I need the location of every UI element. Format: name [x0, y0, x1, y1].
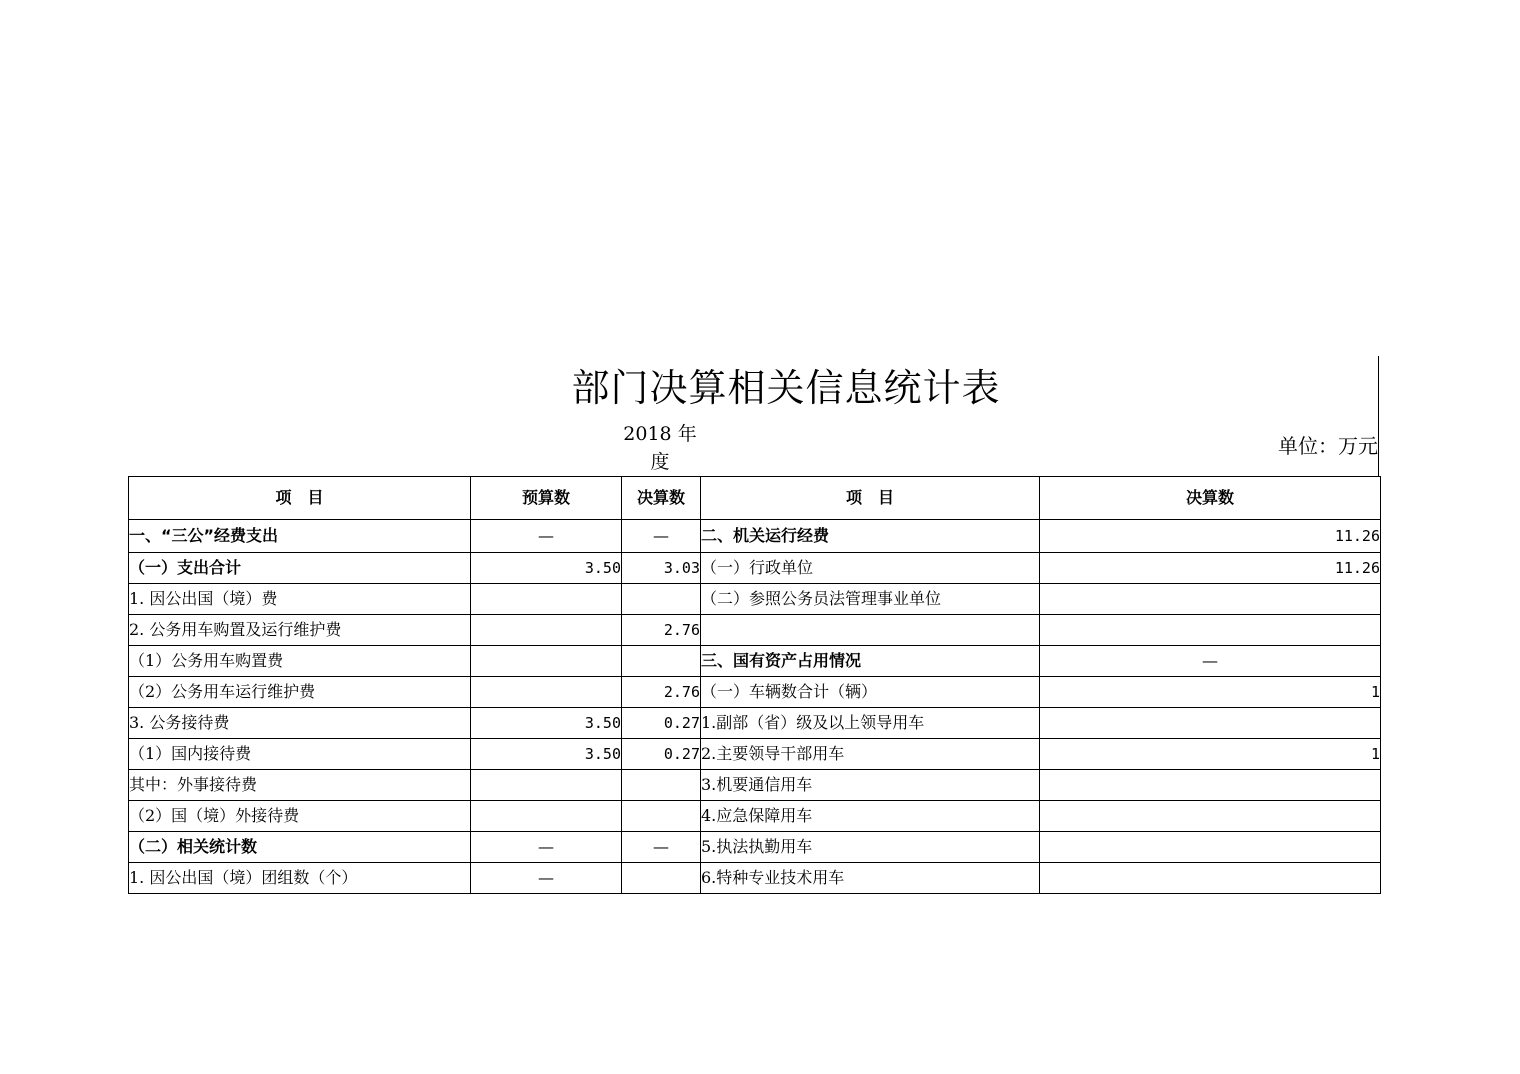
- row-budget: —: [471, 520, 622, 553]
- row-final-left: [622, 770, 701, 801]
- unit-label: 单位：万元: [1278, 434, 1378, 458]
- header-budget: 预算数: [471, 477, 622, 520]
- row-label-left: 一、“三公”经费支出: [129, 520, 471, 553]
- row-final-left: 2.76: [622, 615, 701, 646]
- table-row: [129, 553, 1381, 584]
- row-final-right: [1040, 615, 1381, 646]
- table-row: [129, 615, 1381, 646]
- row-budget: —: [471, 832, 622, 863]
- row-label-left: （1）公务用车购置费: [129, 646, 471, 677]
- row-label-right: （一）行政单位: [701, 553, 1040, 584]
- table-row: [129, 739, 1381, 770]
- row-budget: [471, 677, 622, 708]
- row-budget: [471, 646, 622, 677]
- row-final-right: 1: [1040, 739, 1381, 770]
- row-label-right: 1.副部（省）级及以上领导用车: [701, 708, 1040, 739]
- row-label-right: [701, 615, 1040, 646]
- row-label-right: （一）车辆数合计（辆）: [701, 677, 1040, 708]
- table-row: [129, 646, 1381, 677]
- row-label-left: 2. 公务用车购置及运行维护费: [129, 615, 471, 646]
- year-label-line-2: 度: [650, 451, 670, 473]
- row-final-right: [1040, 584, 1381, 615]
- row-label-right: 3.机要通信用车: [701, 770, 1040, 801]
- header-item-left: 项 目: [129, 477, 471, 520]
- row-budget: 3.50: [471, 553, 622, 584]
- row-label-left: （二）相关统计数: [129, 832, 471, 863]
- row-final-left: —: [622, 832, 701, 863]
- row-label-left: 其中：外事接待费: [129, 770, 471, 801]
- title-area-right-border: [1378, 356, 1379, 476]
- table-row: [129, 708, 1381, 739]
- row-label-right: 6.特种专业技术用车: [701, 863, 1040, 894]
- table-row: [129, 520, 1381, 553]
- table-row: [129, 770, 1381, 801]
- table-row: [129, 832, 1381, 863]
- row-label-left: 3. 公务接待费: [129, 708, 471, 739]
- row-final-right: 11.26: [1040, 553, 1381, 584]
- row-budget: 3.50: [471, 708, 622, 739]
- row-final-left: 2.76: [622, 677, 701, 708]
- row-budget: [471, 615, 622, 646]
- page-title: 部门决算相关信息统计表: [571, 366, 1001, 410]
- row-final-left: —: [622, 520, 701, 553]
- table-row: [129, 863, 1381, 894]
- table-header-row: [129, 477, 1381, 520]
- table-row: [129, 801, 1381, 832]
- row-budget: —: [471, 863, 622, 894]
- row-label-right: 2.主要领导干部用车: [701, 739, 1040, 770]
- row-label-right: 二、机关运行经费: [701, 520, 1040, 553]
- row-final-left: 0.27: [622, 708, 701, 739]
- row-label-left: （2）国（境）外接待费: [129, 801, 471, 832]
- row-label-left: （一）支出合计: [129, 553, 471, 584]
- table-row: [129, 677, 1381, 708]
- row-label-right: 三、国有资产占用情况: [701, 646, 1040, 677]
- header-final-right: 决算数: [1040, 477, 1381, 520]
- row-final-right: [1040, 832, 1381, 863]
- row-final-right: [1040, 863, 1381, 894]
- row-final-right: 1: [1040, 677, 1381, 708]
- year-label: [621, 420, 699, 476]
- row-final-left: [622, 801, 701, 832]
- row-final-left: 3.03: [622, 553, 701, 584]
- row-label-right: （二）参照公务员法管理事业单位: [701, 584, 1040, 615]
- header-item-right: 项 目: [701, 477, 1040, 520]
- row-final-left: [622, 584, 701, 615]
- row-budget: [471, 584, 622, 615]
- row-budget: [471, 770, 622, 801]
- row-final-right: [1040, 770, 1381, 801]
- year-label-line-1: 2018 年: [623, 423, 697, 445]
- row-label-right: 4.应急保障用车: [701, 801, 1040, 832]
- row-label-right: 5.执法执勤用车: [701, 832, 1040, 863]
- row-final-left: 0.27: [622, 739, 701, 770]
- row-final-right: —: [1040, 646, 1381, 677]
- row-budget: 3.50: [471, 739, 622, 770]
- row-final-left: [622, 863, 701, 894]
- row-final-right: [1040, 801, 1381, 832]
- row-final-left: [622, 646, 701, 677]
- row-final-right: 11.26: [1040, 520, 1381, 553]
- row-label-left: （2）公务用车运行维护费: [129, 677, 471, 708]
- row-final-right: [1040, 708, 1381, 739]
- row-label-left: 1. 因公出国（境）费: [129, 584, 471, 615]
- row-label-left: 1. 因公出国（境）团组数（个）: [129, 863, 471, 894]
- row-label-left: （1）国内接待费: [129, 739, 471, 770]
- row-budget: [471, 801, 622, 832]
- statistics-table: [128, 476, 1381, 894]
- header-final-left: 决算数: [622, 477, 701, 520]
- table-row: [129, 584, 1381, 615]
